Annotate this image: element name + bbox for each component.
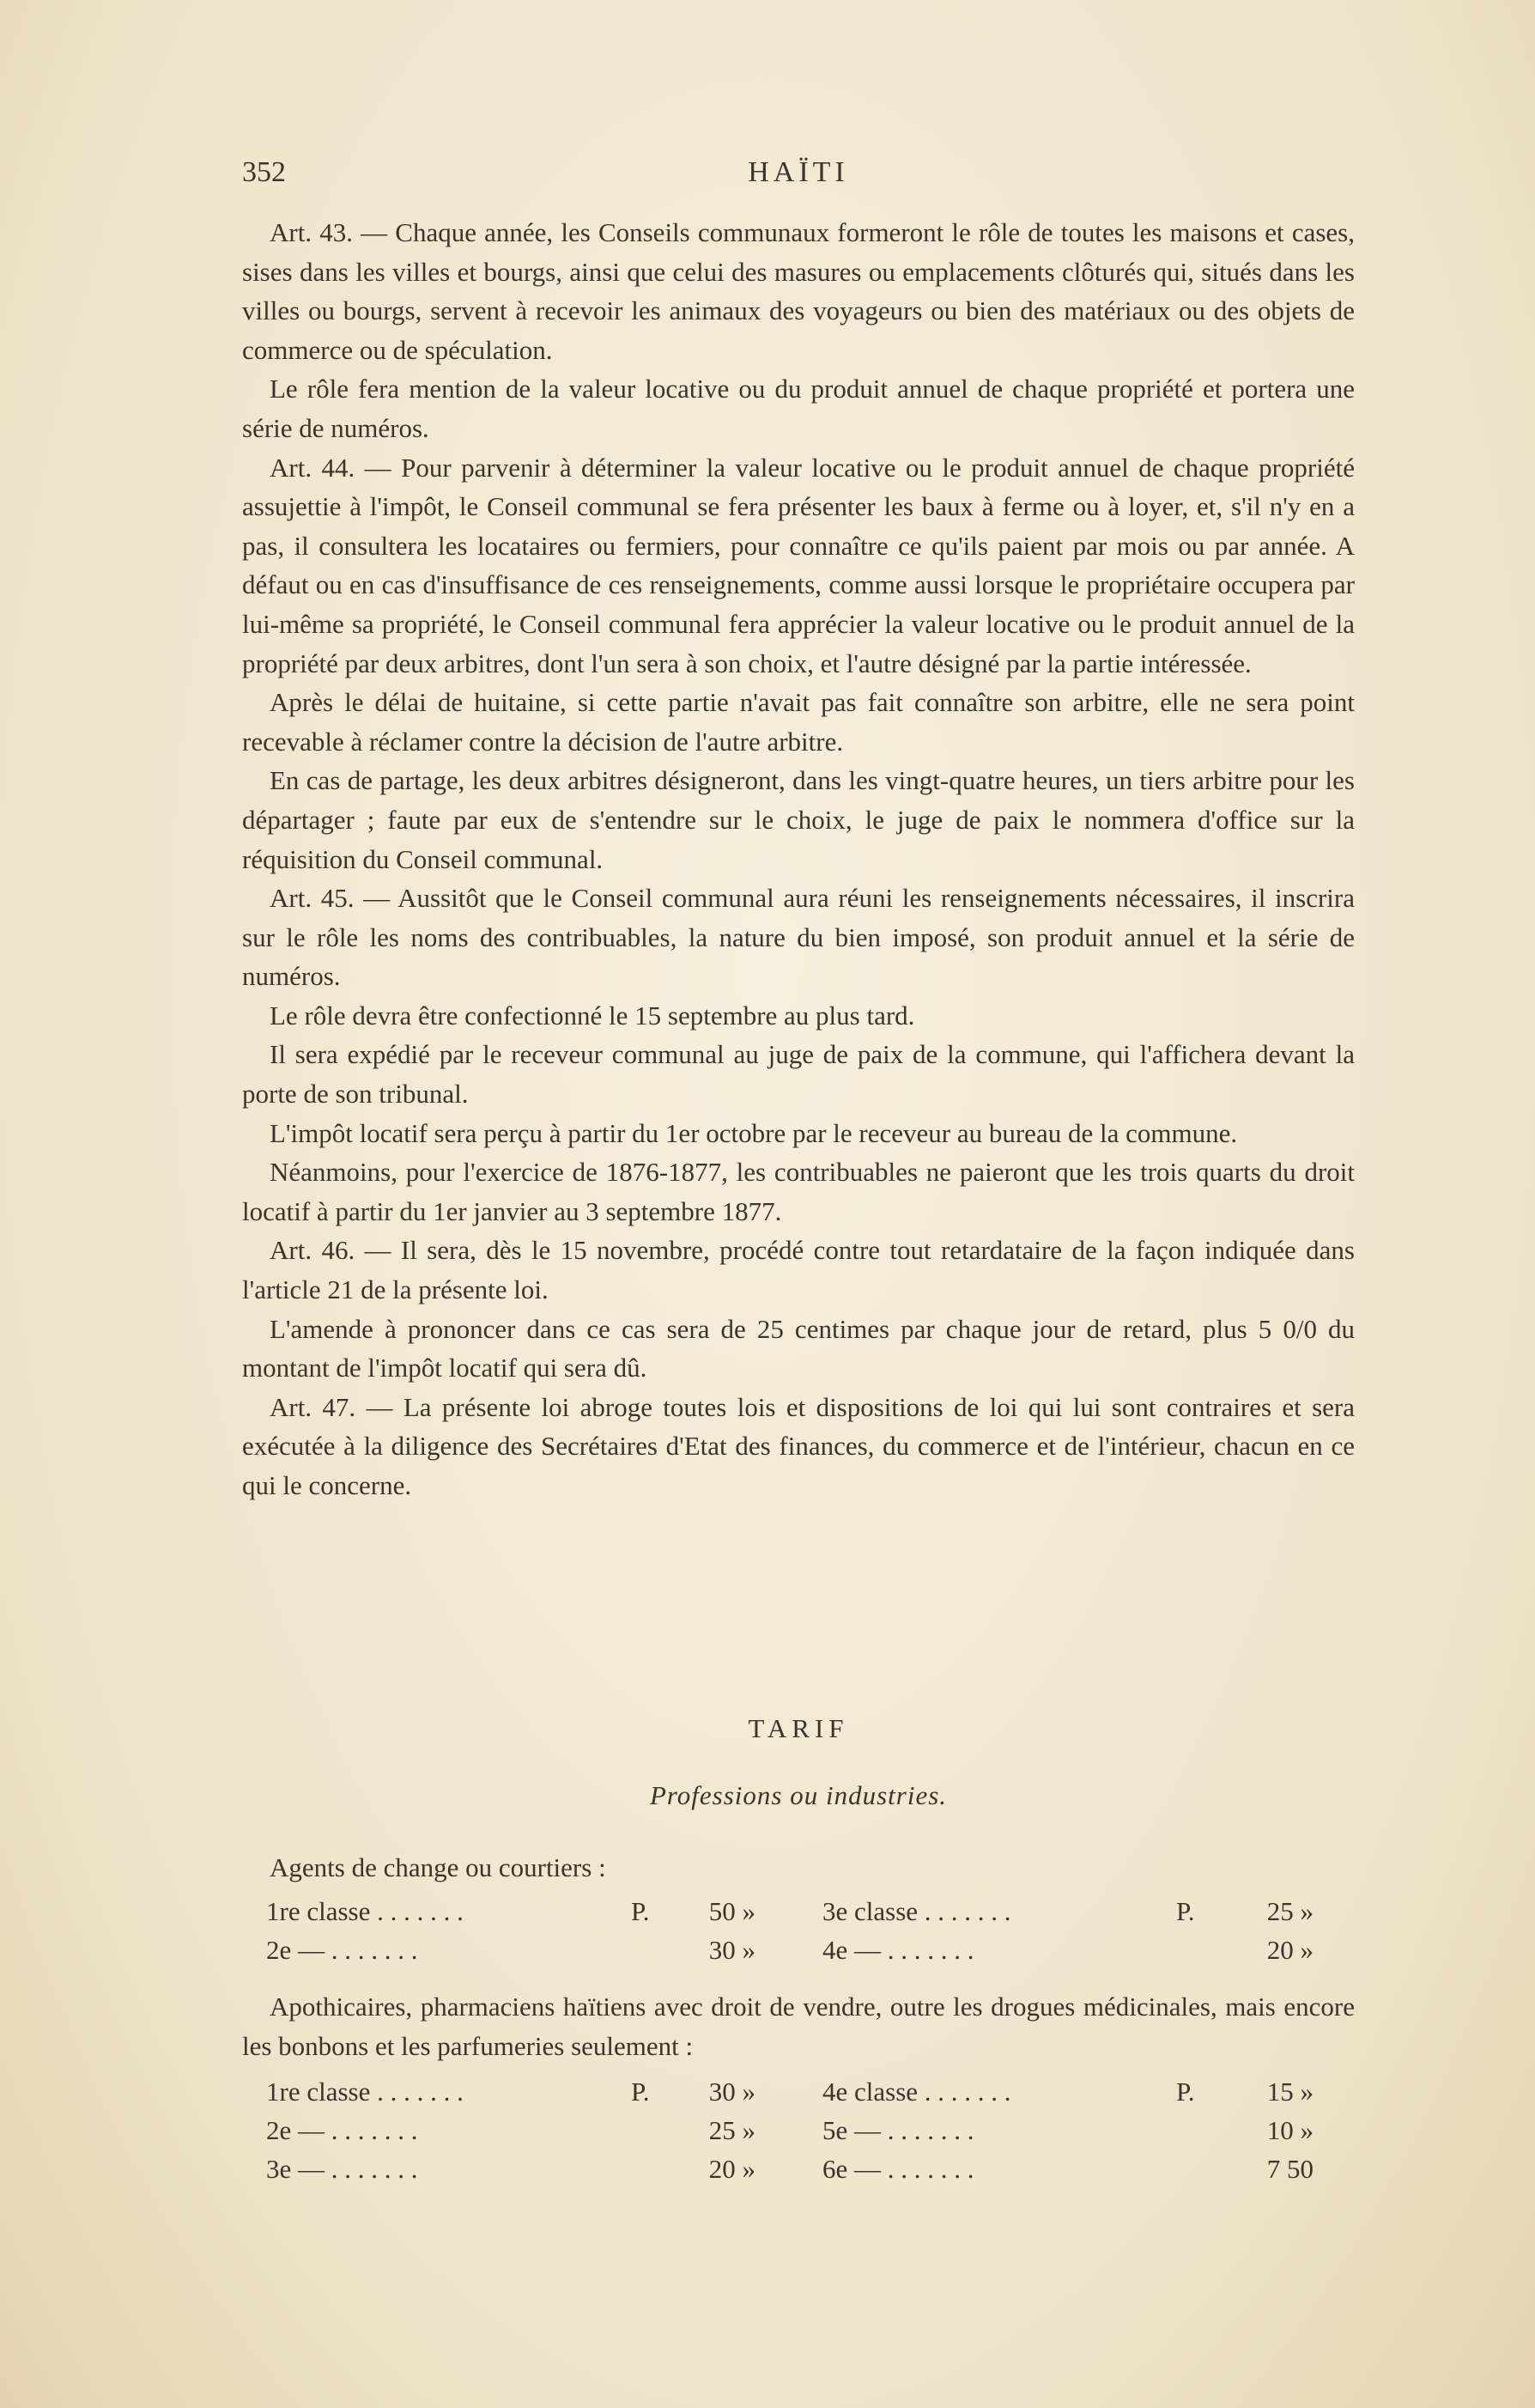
row-left-value: 25 »: [708, 2115, 755, 2145]
body-text: [242, 213, 1355, 1505]
row-right-label: 5e — . . . . . . .: [822, 2115, 974, 2145]
paragraph: Art. 43. — Chaque année, les Conseils communaux formeront le rôle de toutes les maisons et cases, sises dans les villes et bourgs, ainsi que celui des masures ou emplacements clôturés qui, situés dans les villes ou bourgs, servent à recevoir les animaux des voyageurs ou bien des matériaux ou des objets de commerce ou de spéculation.: [242, 217, 1355, 365]
paragraph: L'amende à prononcer dans ce cas sera de 25 centimes par chaque jour de retard, plus 5 0/0 du montant de l'impôt locatif qui sera dû.: [242, 1313, 1355, 1383]
row-left-label: 3e — . . . . . . .: [266, 2154, 418, 2184]
apothicaires-label: Apothicaires, pharmaciens haïtiens avec droit de vendre, outre les drogues médicinales, mais encore les bonbons et les parfumeries seulement :: [242, 1991, 1355, 2061]
row-left-currency: P.: [631, 1896, 650, 1926]
paragraph: Art. 44. — Pour parvenir à déterminer la valeur locative ou le produit annuel de chaque propriété assujettie à l'impôt, le Conseil communal se fera présenter les baux à ferme ou à loyer, et, s'il n'y en a pas, il consultera les locataires ou fermiers, pour connaître ce qu'ils paient par mois ou par année. A défaut ou en cas d'insuffisance de ces renseignements, comme aussi lorsque le propriétaire occupera par lui-même sa propriété, le Conseil communal fera apprécier la valeur locative ou le produit annuel de la propriété par deux arbitres, dont l'un sera à son choix, et l'autre désigné par la partie intéressée.: [242, 452, 1355, 678]
tarif-row: [266, 2115, 1339, 2153]
row-right-currency: P.: [1176, 2077, 1195, 2107]
tarif-row: [266, 1935, 1339, 1973]
row-left-label: 1re classe . . . . . . .: [266, 1896, 464, 1926]
row-right-value: 7 50: [1266, 2154, 1314, 2184]
tarif-row: [266, 1896, 1339, 1934]
row-left-currency: P.: [631, 2077, 650, 2107]
row-left-value: 50 »: [708, 1896, 755, 1926]
row-right-label: 6e — . . . . . . .: [822, 2154, 974, 2184]
tarif-title: TARIF: [748, 1713, 849, 1743]
paragraph: Après le délai de huitaine, si cette partie n'avait pas fait connaître son arbitre, elle ne sera point recevable à réclamer contre la décision de l'autre arbitre.: [242, 687, 1355, 757]
row-right-label: 4e — . . . . . . .: [822, 1935, 974, 1965]
paragraph: L'impôt locatif sera perçu à partir du 1er octobre par le receveur au bureau de la commune.: [270, 1117, 1238, 1148]
row-right-currency: P.: [1176, 1896, 1195, 1926]
row-left-label: 1re classe . . . . . . .: [266, 2077, 464, 2107]
paragraph: Il sera expédié par le receveur communal au juge de paix de la commune, qui l'affichera devant la porte de son tribunal.: [242, 1039, 1355, 1110]
paragraph: Art. 47. — La présente loi abroge toutes lois et dispositions de loi qui lui sont contraires et sera exécutée à la diligence des Secrétaires d'Etat des finances, du commerce et de l'intérieur, chacun en ce qui le concerne.: [242, 1391, 1355, 1500]
paragraph: Art. 45. — Aussitôt que le Conseil communal aura réuni les renseignements nécessaires, il inscrira sur le rôle les noms des contribuables, la nature du bien imposé, son produit annuel et la série de numéros.: [242, 883, 1355, 992]
row-right-value: 10 »: [1266, 2115, 1314, 2145]
row-right-value: 25 »: [1266, 1896, 1314, 1926]
row-right-label: 4e classe . . . . . . .: [822, 2077, 1011, 2107]
paragraph: Néanmoins, pour l'exercice de 1876-1877, les contribuables ne paieront que les trois quarts du droit locatif à partir du 1er janvier au 3 septembre 1877.: [242, 1157, 1355, 1226]
row-left-value: 30 »: [708, 2077, 755, 2107]
paragraph: Le rôle fera mention de la valeur locative ou du produit annuel de chaque propriété et portera une série de numéros.: [242, 374, 1355, 443]
tarif-row: [266, 2077, 1339, 2114]
row-right-label: 3e classe . . . . . . .: [822, 1896, 1011, 1926]
page-number: 352: [242, 156, 286, 188]
row-left-value: 20 »: [708, 2154, 755, 2184]
agents-label: Agents de change ou courtiers :: [270, 1852, 606, 1882]
paragraph: Art. 46. — Il sera, dès le 15 novembre, procédé contre tout retardataire de la façon indiquée dans l'article 21 de la présente loi.: [242, 1235, 1355, 1305]
row-right-value: 20 »: [1266, 1935, 1314, 1965]
paragraph: Le rôle devra être confectionné le 15 septembre au plus tard.: [270, 1000, 915, 1031]
page-header: [242, 156, 1355, 199]
row-left-label: 2e — . . . . . . .: [266, 1935, 418, 1965]
row-right-value: 15 »: [1266, 2077, 1314, 2107]
tarif-row: [266, 2154, 1339, 2192]
paragraph: En cas de partage, les deux arbitres désigneront, dans les vingt-quatre heures, un tiers arbitre pour les départager ; faute par eux de s'entendre sur le choix, le juge de paix le nommera d'office sur la réquisition du Conseil communal.: [242, 765, 1355, 874]
running-title: HAÏTI: [748, 156, 849, 188]
row-left-value: 30 »: [708, 1935, 755, 1965]
tarif-subtitle: Professions ou industries.: [649, 1780, 948, 1810]
row-left-label: 2e — . . . . . . .: [266, 2115, 418, 2145]
